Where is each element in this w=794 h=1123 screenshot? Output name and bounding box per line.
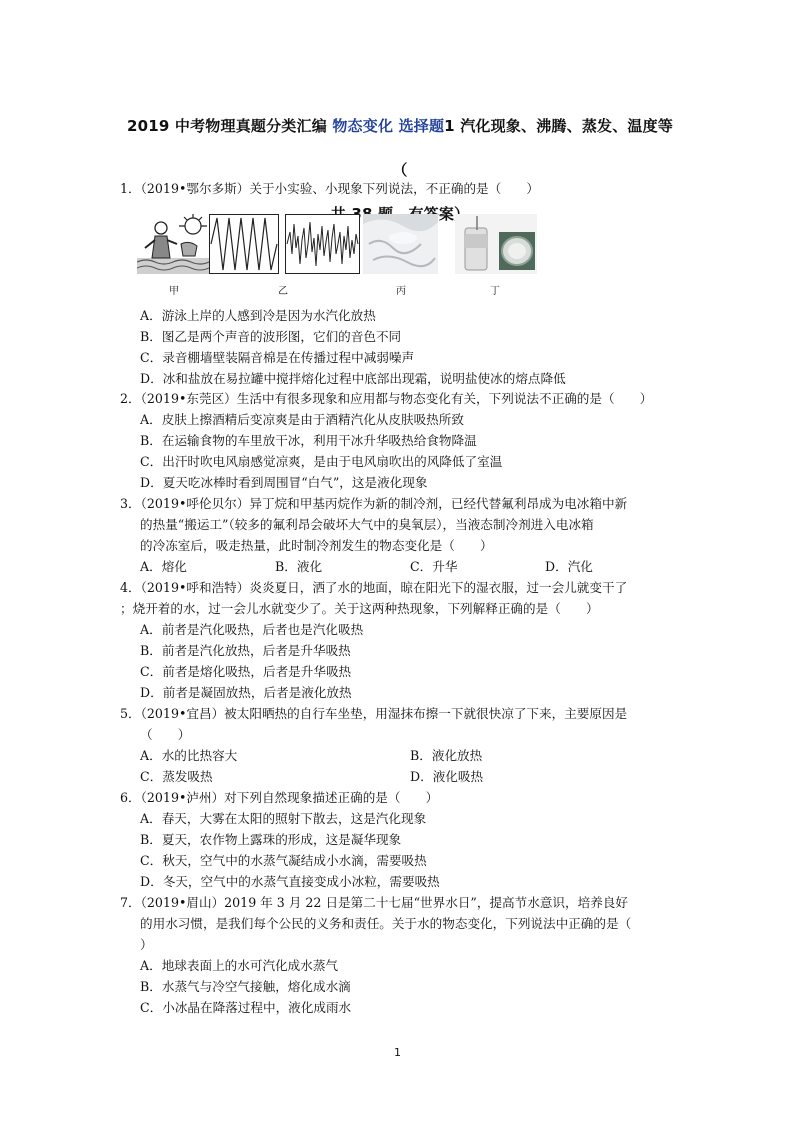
question-stem: 7．（2019•眉山）2019 年 3 月 22 日是第二十七届“世界水日”，提高节水意识，培养良好 xyxy=(120,895,628,910)
figure-caption: 丙 xyxy=(396,286,406,297)
question-stem-continued: （ ） xyxy=(140,727,191,742)
question-stem: 2．（2019•东莞区）生活中有很多现象和应用都与物态变化有关，下列说法不正确的是（ ） xyxy=(120,391,653,406)
question-stem: 3．（2019•呼伦贝尔）异丁烷和甲基丙烷作为新的制冷剂，已经代替氟利昂成为电冰箱中新 xyxy=(120,496,628,511)
option-c: C．前者是熔化吸热，后者是升华吸热 xyxy=(140,664,352,679)
frost-photo xyxy=(363,214,438,274)
figure-caption: 丁 xyxy=(490,286,500,297)
figure-row xyxy=(137,214,547,297)
question-6 xyxy=(120,787,680,892)
option-b: B．水蒸气与冷空气接触，熔化成水滴 xyxy=(140,979,351,994)
option-c: C．出汗时吹电风扇感觉凉爽，是由于电风扇吹出的风降低了室温 xyxy=(140,454,503,469)
ice-salt-can-photo xyxy=(455,214,537,274)
option-d: D．冬天，空气中的水蒸气直接变成小冰粒，需要吸热 xyxy=(140,874,440,889)
sound-waveform-a xyxy=(209,214,279,274)
question-5 xyxy=(120,703,680,787)
option-d: D．冰和盐放在易拉罐中搅拌熔化过程中底部出现霜，说明盐使冰的熔点降低 xyxy=(140,371,566,386)
option-d: D．液化吸热 xyxy=(410,769,484,784)
option-c: C．秋天，空气中的水蒸气凝结成小水滴，需要吸热 xyxy=(140,853,427,868)
page-number: 1 xyxy=(394,1046,401,1059)
option-a: A．春天，大雾在太阳的照射下散去，这是汽化现象 xyxy=(140,811,427,826)
option-a: A．水的比热容大 xyxy=(140,748,238,763)
option-d: D．夏天吃冰棒时看到周围冒“白气”，这是液化现象 xyxy=(140,475,428,490)
question-stem-continued: ；烧开着的水，过一会儿水就变少了。关于这两种热现象，下列解释正确的是（ ） xyxy=(120,601,599,616)
question-stem: 5．（2019•宜昌）被太阳晒热的自行车坐垫，用湿抹布擦一下就很快凉了下来，主要原因是 xyxy=(120,706,628,721)
option-b: B．夏天，农作物上露珠的形成，这是凝华现象 xyxy=(140,832,402,847)
option-a: A．熔化 xyxy=(140,559,187,574)
question-stem: 6．（2019•泸州）对下列自然现象描述正确的是（ ） xyxy=(120,790,439,805)
question-2 xyxy=(120,388,680,493)
question-stem: 1．（2019•鄂尔多斯）关于小实验、小现象下列说法，不正确的是（ ） xyxy=(120,181,540,196)
option-a: A．皮肤上擦酒精后变凉爽是由于酒精汽化从皮肤吸热所致 xyxy=(140,412,464,427)
option-c: C．升华 xyxy=(410,559,458,574)
options-row xyxy=(120,556,680,577)
option-b: B．图乙是两个声音的波形图，它们的音色不同 xyxy=(140,329,402,344)
figure-caption: 甲 xyxy=(169,286,179,297)
option-a: A．地球表面上的水可汽化成水蒸气 xyxy=(140,958,339,973)
option-b: B．液化放热 xyxy=(410,748,483,763)
question-stem-continued: 的热量“搬运工”（较多的氟利昂会破坏大气中的臭氧层），当液态制冷剂进入电冰箱 xyxy=(140,517,594,532)
option-d: D．汽化 xyxy=(545,559,593,574)
sound-waveform-b xyxy=(285,214,360,274)
question-stem-continued: 的冷冻室后，吸走热量，此时制冷剂发生的物态变化是（ ） xyxy=(140,538,493,553)
question-4 xyxy=(120,577,680,703)
question-stem: 4．（2019•呼和浩特）炎炎夏日，洒了水的地面，晾在阳光下的湿衣服，过一会儿就变干了 xyxy=(120,580,628,595)
option-c: C．小冰晶在降落过程中，液化成雨水 xyxy=(140,1000,352,1015)
title-line-2: 38 xyxy=(351,205,373,223)
question-7 xyxy=(120,892,680,1018)
question-stem-continued: ） xyxy=(140,937,153,952)
options-row xyxy=(120,766,680,787)
option-b: B．液化 xyxy=(275,559,323,574)
option-b: B．在运输食物的车里放干冰，利用干冰升华吸热给食物降温 xyxy=(140,433,477,448)
option-a: A．前者是汽化吸热，后者也是汽化吸热 xyxy=(140,622,364,637)
question-3 xyxy=(120,493,680,577)
option-c: C．录音棚墙壁装隔音棉是在传播过程中减弱噪声 xyxy=(140,350,415,365)
option-d: D．前者是凝固放热，后者是液化放热 xyxy=(140,685,352,700)
options-row xyxy=(120,745,680,766)
swimmer-illustration xyxy=(137,214,209,274)
title-line-1: 2019 中考物理真题分类汇编 物态变化 选择题1 汽化现象、沸腾、蒸发、温度等（ xyxy=(126,117,674,179)
question-1 xyxy=(120,178,680,199)
option-c: C．蒸发吸热 xyxy=(140,769,213,784)
question-stem-continued: 的用水习惯，是我们每个公民的义务和责任。关于水的物态变化，下列说法中正确的是（ xyxy=(140,916,632,931)
question-1-options xyxy=(120,305,680,389)
option-a: A．游泳上岸的人感到冷是因为水汽化放热 xyxy=(140,308,376,323)
option-b: B．前者是汽化放热，后者是升华吸热 xyxy=(140,643,351,658)
figure-caption: 乙 xyxy=(278,286,288,297)
